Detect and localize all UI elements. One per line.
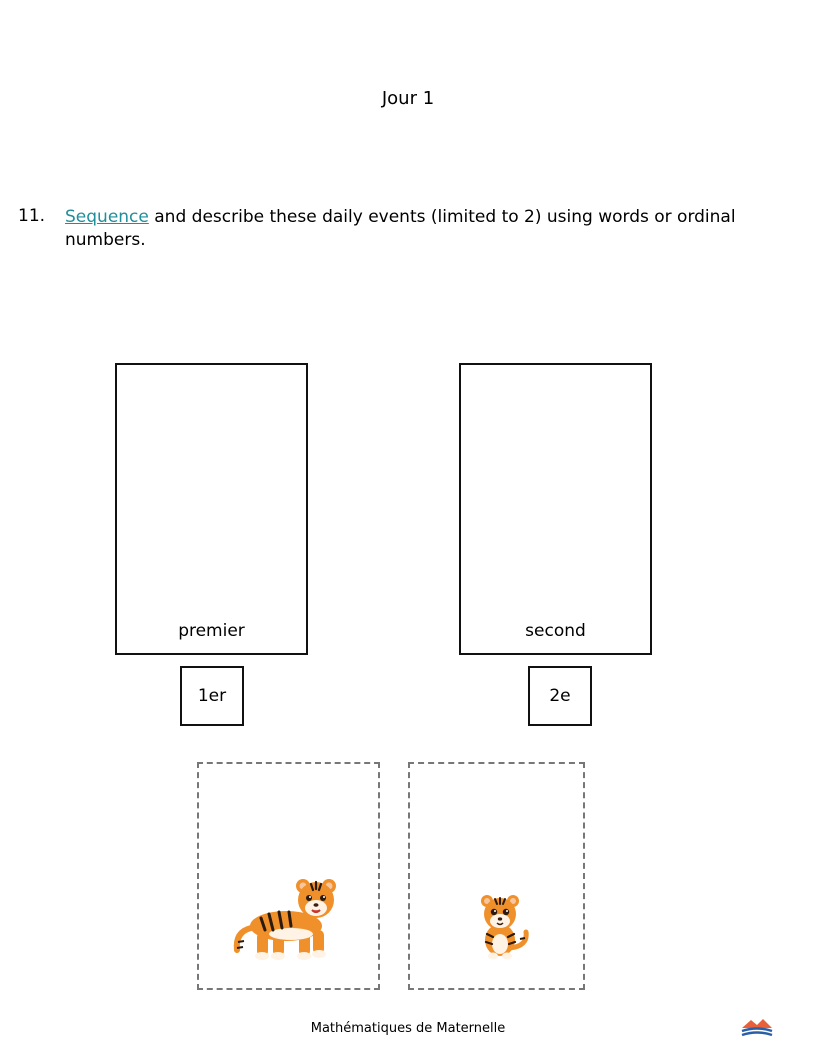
slot-label-second: second: [525, 621, 586, 641]
page-footer: Mathématiques de Maternelle: [310, 1021, 506, 1036]
question-instructions: and describe these daily events (limited to 2) using words or ordinal numbers.: [65, 207, 736, 250]
cutout-card-walking-tiger[interactable]: [197, 762, 380, 990]
ordinal-box-second: 2e: [528, 666, 592, 726]
question-text: [65, 206, 765, 252]
sequence-link[interactable]: Sequence: [65, 207, 149, 227]
cutout-card-sitting-tiger[interactable]: [408, 762, 585, 990]
page-title: Jour 1: [381, 88, 435, 109]
answer-slot-second[interactable]: [459, 363, 652, 655]
sitting-tiger-cub-icon: [470, 892, 534, 962]
question-number: 11.: [18, 206, 46, 226]
slot-label-first: premier: [178, 621, 245, 641]
walking-tiger-cub-icon: [231, 876, 343, 962]
answer-slot-first[interactable]: [115, 363, 308, 655]
ordinal-box-first: 1er: [180, 666, 244, 726]
mountain-logo-icon: [740, 1016, 774, 1038]
